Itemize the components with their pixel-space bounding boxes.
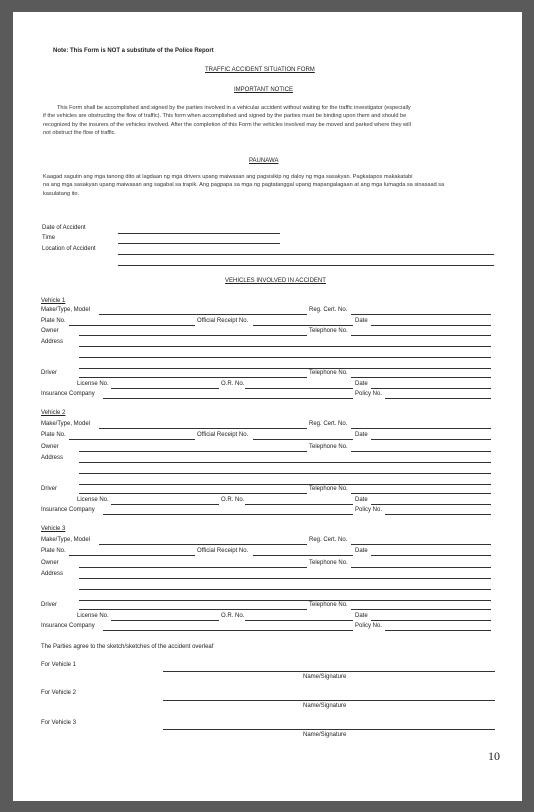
date-field[interactable] — [371, 555, 491, 556]
signature-line-1[interactable] — [163, 671, 495, 672]
address-label: Address — [41, 571, 64, 577]
reg-cert-label: Reg. Cert. No. — [309, 307, 348, 313]
police-report-note: Note: This Form is NOT a substitute of the Police Report — [53, 48, 214, 54]
signature-label: For Vehicle 2 — [41, 690, 77, 696]
policy-label: Policy No. — [355, 623, 383, 629]
date-label: Date — [355, 432, 368, 438]
insurance-field[interactable] — [103, 630, 353, 631]
driver-field[interactable] — [79, 609, 307, 610]
policy-field[interactable] — [385, 630, 491, 631]
insurance-label: Insurance Company — [41, 623, 95, 629]
date-field[interactable] — [371, 325, 491, 326]
signature-caption: Name/Signature — [303, 703, 347, 709]
license-label: License No. — [77, 613, 109, 619]
telephone-field[interactable] — [351, 335, 491, 336]
signature-label: For Vehicle 3 — [41, 720, 77, 726]
telephone-label: Telephone No. — [309, 328, 348, 334]
address-field[interactable] — [79, 346, 491, 347]
vehicles-heading: VEHICLES INVOLVED IN ACCIDENT — [225, 278, 326, 284]
vehicle-title: Vehicle 1 — [41, 298, 66, 304]
location-field-line2[interactable] — [118, 265, 494, 266]
driver-telephone-field[interactable] — [351, 377, 491, 378]
receipt-field[interactable] — [253, 325, 353, 326]
or-no-field[interactable] — [245, 504, 353, 505]
receipt-field[interactable] — [253, 555, 353, 556]
date-of-accident-field[interactable] — [118, 233, 280, 234]
notice-line: if the vehicles are obstructing the flow of traffic). This form when accomplished and signed by the parties must be binding upon them and should be — [43, 113, 407, 120]
notice-paragraph — [43, 104, 411, 138]
driver-telephone-field[interactable] — [351, 609, 491, 610]
address-field-line2[interactable] — [79, 357, 491, 358]
paunawa-heading: PAUNAWA — [249, 158, 279, 164]
or-no-field[interactable] — [245, 620, 353, 621]
date-label: Date — [355, 613, 368, 619]
license-field[interactable] — [111, 620, 219, 621]
plate-label: Plate No. — [41, 548, 66, 554]
make-field[interactable] — [99, 314, 307, 315]
license-label: License No. — [77, 381, 109, 387]
reg-cert-label: Reg. Cert. No. — [309, 537, 348, 543]
form-title: TRAFFIC ACCIDENT SITUATION FORM — [205, 67, 315, 73]
license-label: License No. — [77, 497, 109, 503]
telephone-label: Telephone No. — [309, 602, 348, 608]
make-label: Make/Type, Model — [41, 421, 91, 427]
telephone-label: Telephone No. — [309, 486, 348, 492]
address-field-line2[interactable] — [79, 473, 491, 474]
address-field-line2[interactable] — [79, 589, 491, 590]
date-label: Date — [355, 548, 368, 554]
license-date-field[interactable] — [371, 620, 491, 621]
paunawa-line: kasulatang ito. — [43, 190, 80, 197]
receipt-field[interactable] — [253, 439, 353, 440]
plate-field[interactable] — [69, 555, 195, 556]
address-label: Address — [41, 455, 64, 461]
paunawa-line: na ang mga sasakyan upang maiwasan ang sagabal sa trapik. Ang pagpapa sa mga ng pagtatanggal upang mapangalagaan at ang mga lumagda sa sinasaad sa — [43, 182, 445, 189]
owner-field[interactable] — [79, 335, 307, 336]
policy-label: Policy No. — [355, 507, 383, 513]
address-label: Address — [41, 339, 64, 345]
or-no-label: O.R. No. — [221, 381, 245, 387]
make-label: Make/Type, Model — [41, 307, 91, 313]
location-label: Location of Accident — [42, 246, 96, 252]
reg-cert-field[interactable] — [351, 428, 491, 429]
or-no-label: O.R. No. — [221, 497, 245, 503]
plate-label: Plate No. — [41, 318, 66, 324]
plate-field[interactable] — [69, 439, 195, 440]
driver-label: Driver — [41, 370, 57, 376]
receipt-label: Official Receipt No. — [197, 318, 249, 324]
telephone-field[interactable] — [351, 567, 491, 568]
signature-caption: Name/Signature — [303, 732, 347, 738]
address-field-line3[interactable] — [79, 600, 491, 601]
paunawa-line: Kaagad sagutin ang mga tanong dito at lagdaan ng mga drivers upang maiwasan ang pagsisikip ng daloy ng mga sasakyan. Pagkatapos makakatabi — [43, 174, 413, 180]
notice-heading: IMPORTANT NOTICE — [234, 87, 294, 93]
insurance-label: Insurance Company — [41, 391, 95, 397]
time-field[interactable] — [118, 243, 280, 244]
time-label: Time — [42, 235, 56, 241]
receipt-label: Official Receipt No. — [197, 548, 249, 554]
address-field[interactable] — [79, 462, 491, 463]
signature-line-2[interactable] — [163, 700, 495, 701]
date-field[interactable] — [371, 439, 491, 440]
signature-label: For Vehicle 1 — [41, 662, 77, 668]
driver-telephone-field[interactable] — [351, 493, 491, 494]
reg-cert-field[interactable] — [351, 314, 491, 315]
telephone-label: Telephone No. — [309, 560, 348, 566]
date-of-accident-label: Date of Accident — [42, 225, 86, 231]
plate-field[interactable] — [69, 325, 195, 326]
paunawa-paragraph — [43, 173, 444, 198]
form-page — [13, 12, 522, 801]
driver-field[interactable] — [79, 493, 307, 494]
notice-line: This Form shall be accomplished and signed by the parties involved in a vehicular accident without waiting for the traffic investigator (especially — [57, 105, 411, 111]
plate-label: Plate No. — [41, 432, 66, 438]
owner-field[interactable] — [79, 451, 307, 452]
license-date-field[interactable] — [371, 388, 491, 389]
policy-field[interactable] — [385, 398, 491, 399]
or-no-label: O.R. No. — [221, 613, 245, 619]
insurance-field[interactable] — [103, 398, 353, 399]
page-number: 10 — [488, 749, 500, 763]
license-date-field[interactable] — [371, 504, 491, 505]
date-label: Date — [355, 497, 368, 503]
date-label: Date — [355, 318, 368, 324]
policy-field[interactable] — [385, 514, 491, 515]
license-field[interactable] — [111, 388, 219, 389]
reg-cert-label: Reg. Cert. No. — [309, 421, 348, 427]
notice-line: not obstruct the flow of traffic. — [43, 130, 116, 137]
insurance-field[interactable] — [103, 514, 353, 515]
telephone-label: Telephone No. — [309, 370, 348, 376]
reg-cert-field[interactable] — [351, 544, 491, 545]
or-no-field[interactable] — [245, 388, 353, 389]
receipt-label: Official Receipt No. — [197, 432, 249, 438]
vehicle-title: Vehicle 2 — [41, 410, 66, 416]
insurance-label: Insurance Company — [41, 507, 95, 513]
owner-label: Owner — [41, 444, 59, 450]
driver-label: Driver — [41, 486, 57, 492]
notice-line: recognized by the insurers of the vehicles involved. After the completion of this Form the vehicles involved may be moved and parked where they will — [43, 121, 411, 128]
vehicle-title: Vehicle 3 — [41, 526, 66, 532]
agreement-statement: The Parties agree to the sketch/sketches of the accident overleaf — [41, 644, 214, 650]
date-label: Date — [355, 381, 368, 387]
policy-label: Policy No. — [355, 391, 383, 397]
driver-label: Driver — [41, 602, 57, 608]
address-field[interactable] — [79, 578, 491, 579]
owner-label: Owner — [41, 328, 59, 334]
telephone-label: Telephone No. — [309, 444, 348, 450]
driver-field[interactable] — [79, 377, 307, 378]
owner-label: Owner — [41, 560, 59, 566]
owner-field[interactable] — [79, 567, 307, 568]
signature-caption: Name/Signature — [303, 674, 347, 680]
license-field[interactable] — [111, 504, 219, 505]
make-field[interactable] — [99, 428, 307, 429]
make-field[interactable] — [99, 544, 307, 545]
signature-line-3[interactable] — [163, 729, 495, 730]
address-field-line3[interactable] — [79, 368, 491, 369]
make-label: Make/Type, Model — [41, 537, 91, 543]
location-field[interactable] — [118, 254, 494, 255]
telephone-field[interactable] — [351, 451, 491, 452]
address-field-line3[interactable] — [79, 484, 491, 485]
